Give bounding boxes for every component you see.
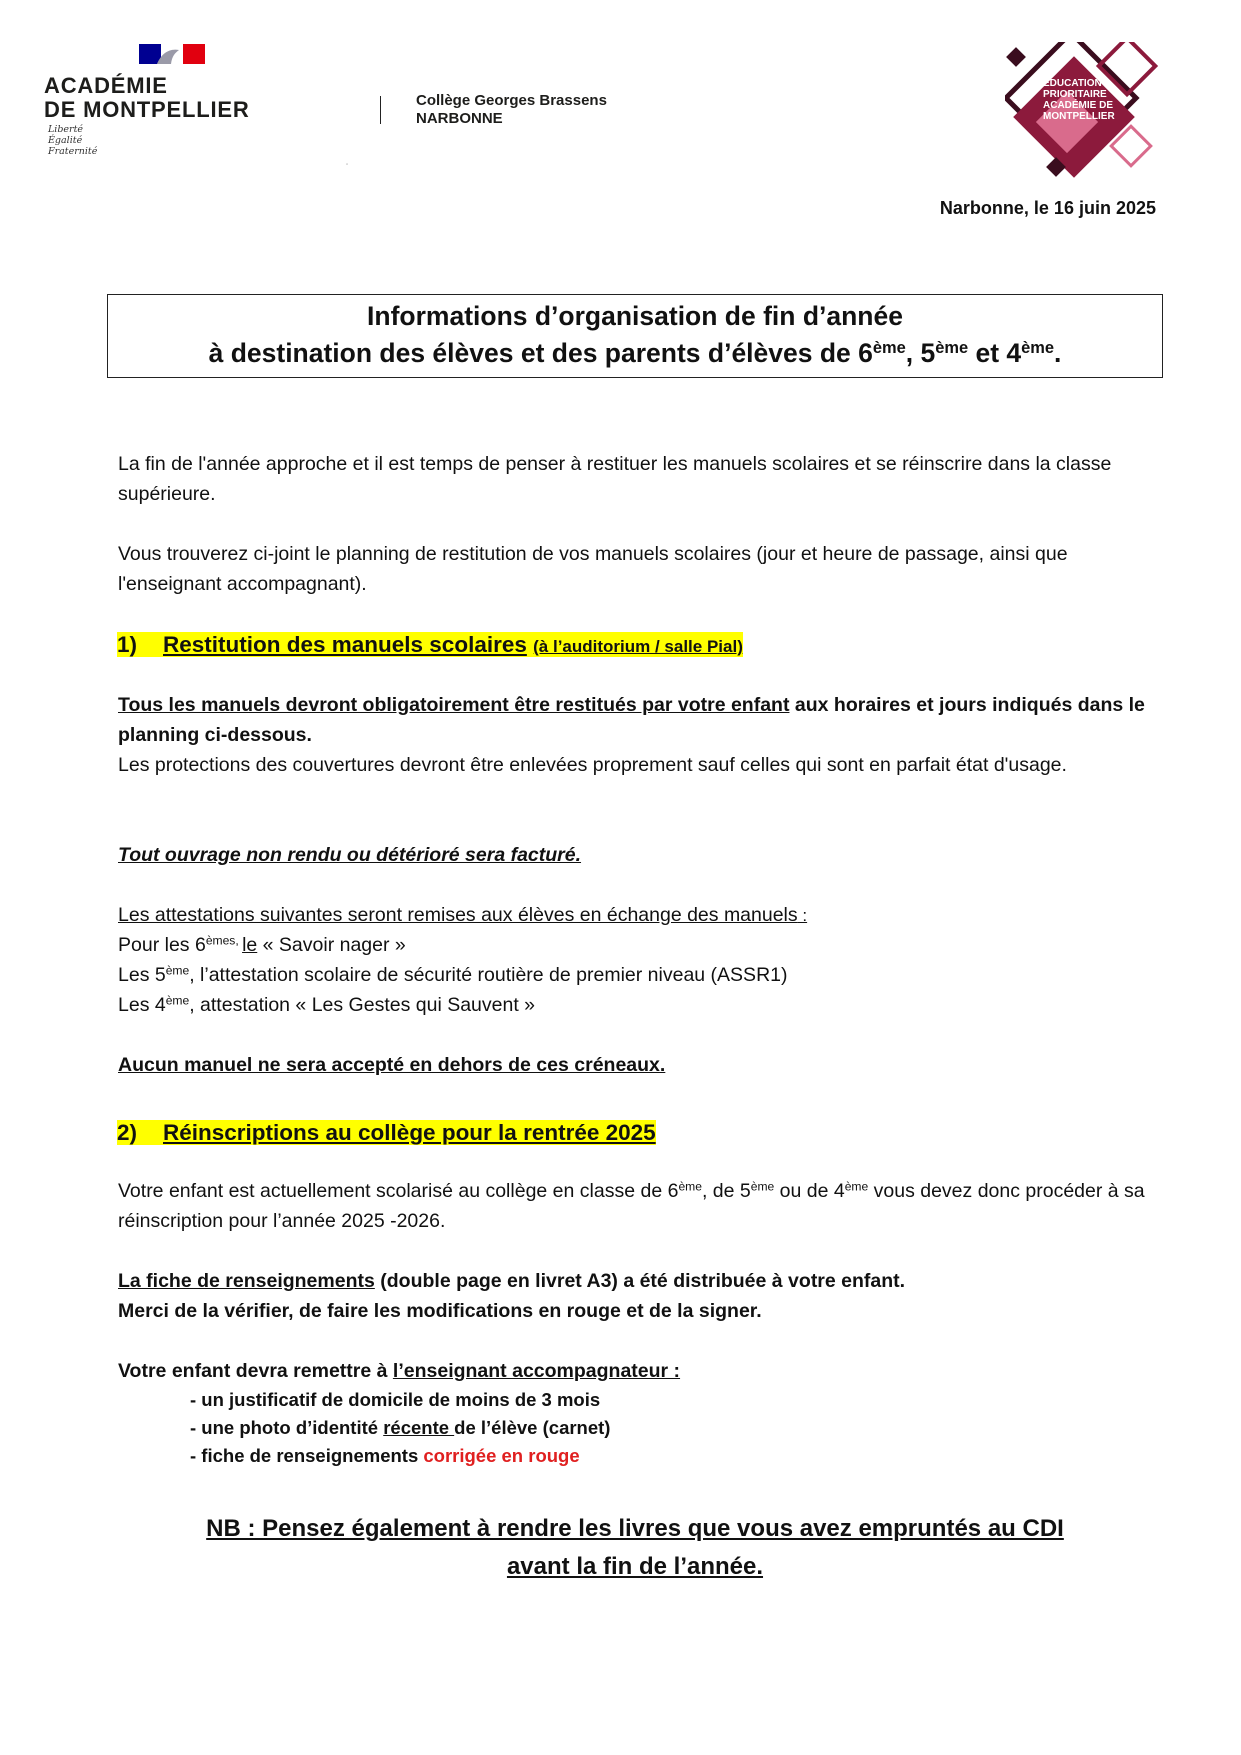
attestation-6eme-le: le bbox=[242, 934, 258, 956]
motto-egalite: Égalité bbox=[48, 135, 83, 146]
title-sup-5: ème bbox=[935, 338, 969, 357]
ep-logo-line-2: PRIORITAIRE bbox=[1043, 89, 1107, 100]
photo-text-recente: récente bbox=[383, 1417, 455, 1438]
reinscription-sup-4: ème bbox=[844, 1179, 869, 1194]
title-line-2-text: à destination des élèves et des parents d’élèves de 6 bbox=[208, 338, 873, 368]
billing-warning-text: Tout ouvrage non rendu ou détérioré sera facturé. bbox=[118, 844, 582, 866]
academy-name bbox=[44, 74, 250, 122]
college-block bbox=[416, 92, 607, 128]
section-1-paragraph-2: Les protections des couvertures devront être enlevées proprement sauf celles qui sont en parfait état d'usage. bbox=[118, 754, 1067, 776]
attestation-6eme-sup: èmes, bbox=[205, 933, 243, 948]
section-1-number: 1) bbox=[117, 632, 138, 657]
reinscription-text-d: vous devez donc procéder à sa réinscription pour l’année 2025 -2026. bbox=[118, 1180, 1145, 1232]
title-sep-5: , 5 bbox=[905, 338, 936, 368]
reinscription-paragraph bbox=[118, 1176, 1158, 1236]
intro-paragraph-2: Vous trouverez ci-joint le planning de restitution de vos manuels scolaires (jour et heure de passage, ainsi que l'enseignant accompagnant). bbox=[118, 543, 1068, 595]
academy-line-2: DE MONTPELLIER bbox=[44, 97, 250, 122]
attestation-4eme-prefix: Les 4 bbox=[118, 994, 166, 1016]
restitution-obligation: Tous les manuels devront obligatoirement être restitués par votre enfant bbox=[118, 694, 790, 716]
section-1-location: (à l’auditorium / salle Pial) bbox=[533, 637, 743, 656]
intro-paragraph-1: La fin de l'année approche et il est temps de penser à restituer les manuels scolaires et se réinscrire dans la classe supérieure. bbox=[118, 453, 1112, 505]
fiche-item-text: - fiche de renseignements bbox=[190, 1445, 424, 1466]
reinscription-sup-5: ème bbox=[750, 1179, 775, 1194]
remettre-intro-teacher: l’enseignant accompagnateur : bbox=[392, 1360, 681, 1382]
header-divider bbox=[380, 96, 381, 124]
fiche-item-red-text: corrigée en rouge bbox=[423, 1445, 580, 1466]
republic-motto bbox=[48, 124, 97, 157]
title-line-1: Informations d’organisation de fin d’année bbox=[367, 301, 903, 331]
photo-text-b: de l’élève (carnet) bbox=[454, 1417, 611, 1438]
fiche-paragraph bbox=[118, 1266, 1158, 1296]
section-1-heading bbox=[117, 628, 743, 664]
remettre-intro bbox=[118, 1356, 1158, 1386]
reinscription-text-a: Votre enfant est actuellement scolarisé au collège en classe de 6 bbox=[118, 1180, 679, 1202]
reinscription-text-c: ou de 4 bbox=[774, 1180, 845, 1202]
attestation-4eme-text: , attestation « Les Gestes qui Sauvent » bbox=[189, 994, 536, 1016]
reinscription-sup-6: ème bbox=[678, 1179, 702, 1194]
nb-line-2: avant la fin de l’année. bbox=[506, 1553, 764, 1580]
motto-liberte: Liberté bbox=[48, 124, 84, 135]
ep-logo-line-4: MONTPELLIER bbox=[1043, 111, 1115, 122]
no-manual-accepted-note bbox=[118, 1050, 1158, 1080]
reinscription-text-b: , de 5 bbox=[701, 1180, 751, 1202]
decorative-mark: ▫ bbox=[346, 162, 349, 168]
no-manual-accepted-text: Aucun manuel ne sera accepté en dehors de ces créneaux. bbox=[118, 1054, 666, 1076]
ep-logo-line-1: ÉDUCATION bbox=[1043, 78, 1102, 89]
section-2-heading bbox=[117, 1116, 656, 1150]
title-sup-4: ème bbox=[1021, 338, 1055, 357]
list-item-photo bbox=[190, 1414, 610, 1442]
attestations-intro bbox=[118, 900, 1158, 931]
title-box bbox=[107, 294, 1163, 378]
education-prioritaire-logo bbox=[1005, 42, 1160, 180]
nb-note bbox=[107, 1510, 1163, 1586]
section-1-title: Restitution des manuels scolaires bbox=[163, 632, 527, 657]
merci-paragraph: Merci de la vérifier, de faire les modifications en rouge et de la signer. bbox=[118, 1300, 762, 1322]
nb-line-1: NB : Pensez également à rendre les livres que vous avez empruntés au CDI bbox=[206, 1515, 1064, 1542]
attestations-colon: : bbox=[797, 906, 808, 925]
photo-text-a: - une photo d’identité bbox=[190, 1417, 384, 1438]
ep-logo-line-3: ACADÉMIE DE bbox=[1043, 100, 1114, 111]
title-sup-6: ème bbox=[872, 338, 906, 357]
marianne-flag-logo bbox=[139, 44, 205, 64]
documents-list bbox=[190, 1386, 610, 1470]
title-line-2 bbox=[108, 335, 1162, 372]
fiche-link-text: La fiche de renseignements bbox=[118, 1270, 375, 1292]
section-1-paragraph-1 bbox=[118, 690, 1158, 750]
fiche-rest-text: (double page en livret A3) a été distribuée à votre enfant. bbox=[374, 1270, 906, 1292]
attestation-6eme bbox=[118, 930, 1158, 960]
title-end: . bbox=[1054, 338, 1062, 368]
remettre-intro-text: Votre enfant devra remettre à bbox=[118, 1360, 393, 1382]
attestation-5eme bbox=[118, 960, 1158, 990]
attestation-5eme-prefix: Les 5 bbox=[118, 964, 166, 986]
attestation-4eme bbox=[118, 990, 1158, 1020]
section-2-title: Réinscriptions au collège pour la rentrée 2025 bbox=[163, 1120, 656, 1145]
letter-date: Narbonne, le 16 juin 2025 bbox=[939, 198, 1156, 218]
attestation-5eme-text: , l’attestation scolaire de sécurité routière de premier niveau (ASSR1) bbox=[189, 964, 788, 986]
attestation-4eme-sup: ème bbox=[165, 993, 190, 1008]
attestation-6eme-text: « Savoir nager » bbox=[257, 934, 406, 956]
list-item-justificatif: - un justificatif de domicile de moins de 3 mois bbox=[190, 1389, 601, 1410]
billing-warning bbox=[118, 840, 1158, 870]
college-city: NARBONNE bbox=[416, 110, 503, 127]
title-sep-4: et 4 bbox=[968, 338, 1022, 368]
attestation-5eme-sup: ème bbox=[165, 963, 190, 978]
attestation-6eme-prefix: Pour les 6 bbox=[118, 934, 206, 956]
restitution-schedule-note: aux horaires et jours indiqués dans le planning ci-dessous. bbox=[118, 694, 1145, 746]
section-2-number: 2) bbox=[117, 1120, 138, 1145]
list-item-fiche bbox=[190, 1442, 610, 1470]
motto-fraternite: Fraternité bbox=[48, 146, 98, 157]
college-name: Collège Georges Brassens bbox=[416, 92, 607, 109]
academy-line-1: ACADÉMIE bbox=[44, 73, 168, 98]
attestations-intro-text: Les attestations suivantes seront remises aux élèves en échange des manuels bbox=[118, 904, 798, 926]
